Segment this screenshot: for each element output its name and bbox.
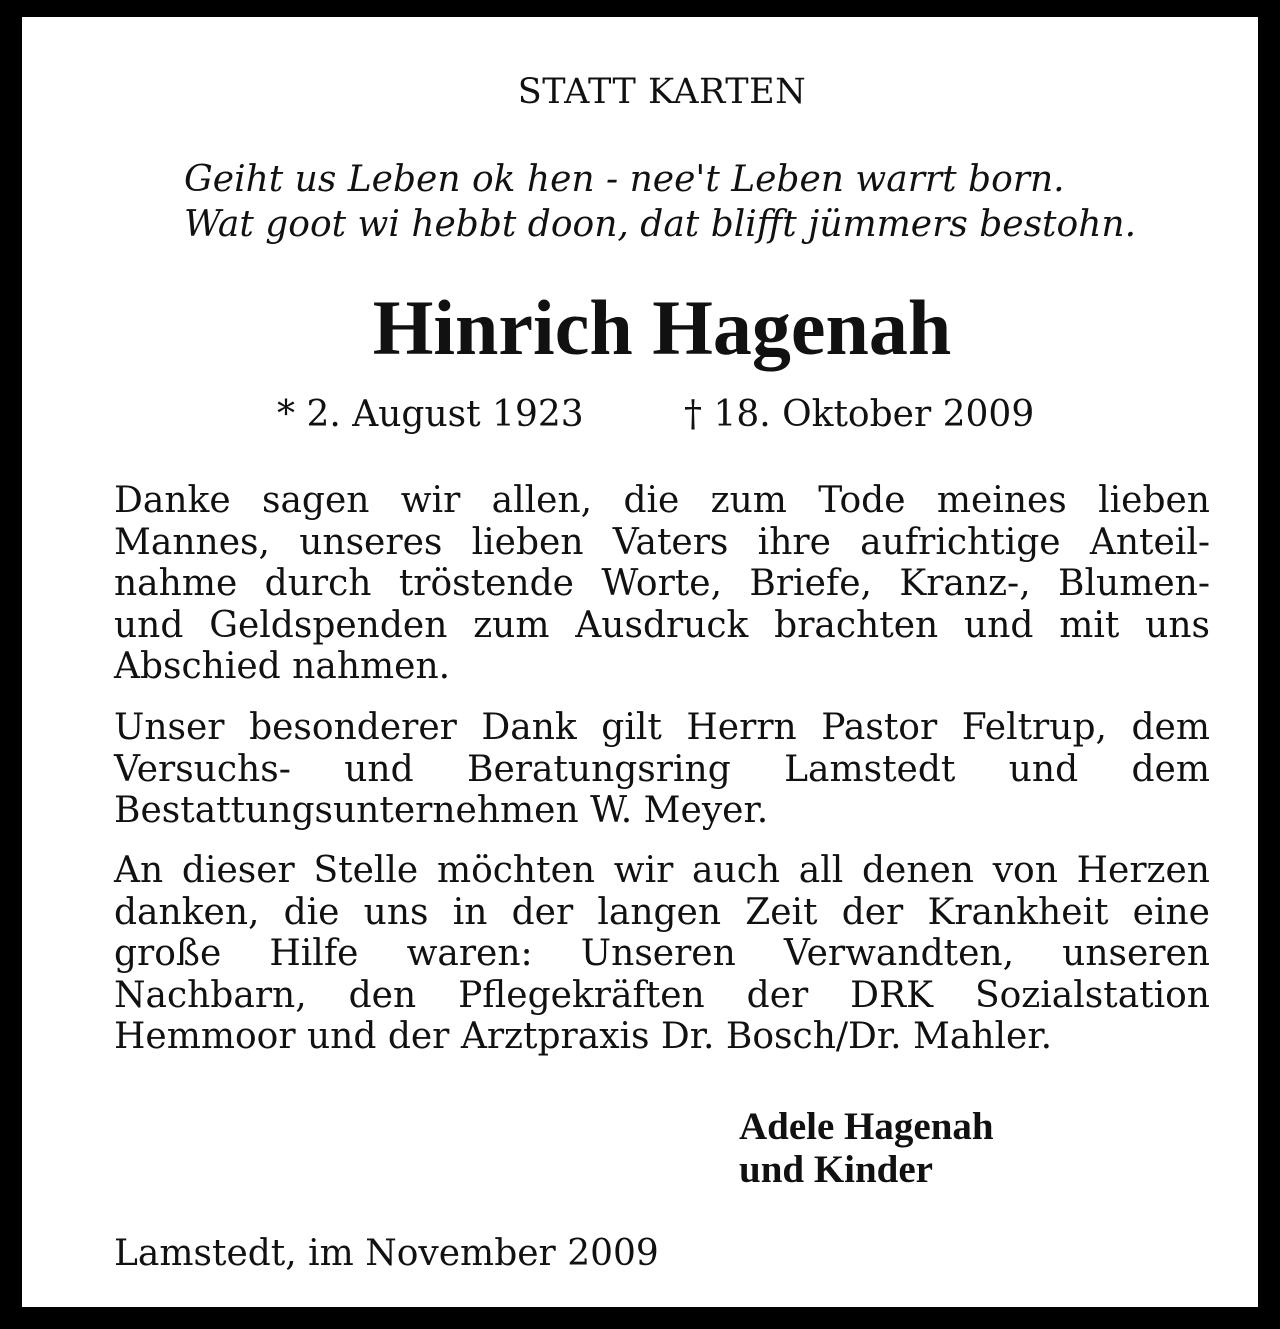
signature-line-2: und Kinder xyxy=(739,1148,933,1191)
paragraph-line: und Geldspenden zum Ausdruck brachten und mit uns xyxy=(114,604,1210,646)
thanks-paragraph-2 xyxy=(114,707,1210,832)
signature-line-1: Adele Hagenah xyxy=(739,1105,994,1148)
header-statt-karten: STATT KARTEN xyxy=(517,72,807,112)
poem-line-1: Geiht us Leben ok hen - nee't Leben warrt born. xyxy=(184,159,1065,200)
paragraph-line: große Hilfe waren: Unseren Verwandten, unseren xyxy=(114,933,1210,974)
paragraph-line: Nachbarn, den Pflegekräften der DRK Sozialstation xyxy=(114,974,1210,1016)
place-and-date: Lamstedt, im November 2009 xyxy=(114,1233,659,1274)
poem-line-2: Wat goot wi hebbt doon, dat blifft jümmers bestohn. xyxy=(184,204,1137,245)
signature-block xyxy=(739,1105,994,1191)
paragraph-line: Versuchs- und Beratungsring Lamstedt und dem xyxy=(114,748,1210,790)
thanks-paragraph-3 xyxy=(114,850,1210,1058)
thanks-paragraph-1 xyxy=(114,480,1210,688)
birth-date: * 2. August 1923 xyxy=(277,394,584,435)
death-date: † 18. Oktober 2009 xyxy=(684,394,1035,435)
paragraph-line: danken, die uns in der langen Zeit der Krankheit eine xyxy=(114,891,1210,933)
paragraph-line: Unser besonderer Dank gilt Herrn Pastor Feltrup, dem xyxy=(114,707,1210,748)
paragraph-line: nahme durch tröstende Worte, Briefe, Kranz-, Blumen- xyxy=(114,563,1210,604)
paragraph-line: An dieser Stelle möchten wir auch all denen von Herzen xyxy=(114,850,1210,891)
paragraph-line: Abschied nahmen. xyxy=(114,646,451,687)
paragraph-line: Bestattungsunternehmen W. Meyer. xyxy=(114,790,769,831)
paragraph-line: Danke sagen wir allen, die zum Tode meines lieben xyxy=(114,480,1210,521)
deceased-name: Hinrich Hagenah xyxy=(372,284,952,371)
paragraph-line: Hemmoor und der Arztpraxis Dr. Bosch/Dr. Mahler. xyxy=(114,1016,1053,1057)
paragraph-line: Mannes, unseres lieben Vaters ihre aufrichtige Anteil- xyxy=(114,521,1210,563)
